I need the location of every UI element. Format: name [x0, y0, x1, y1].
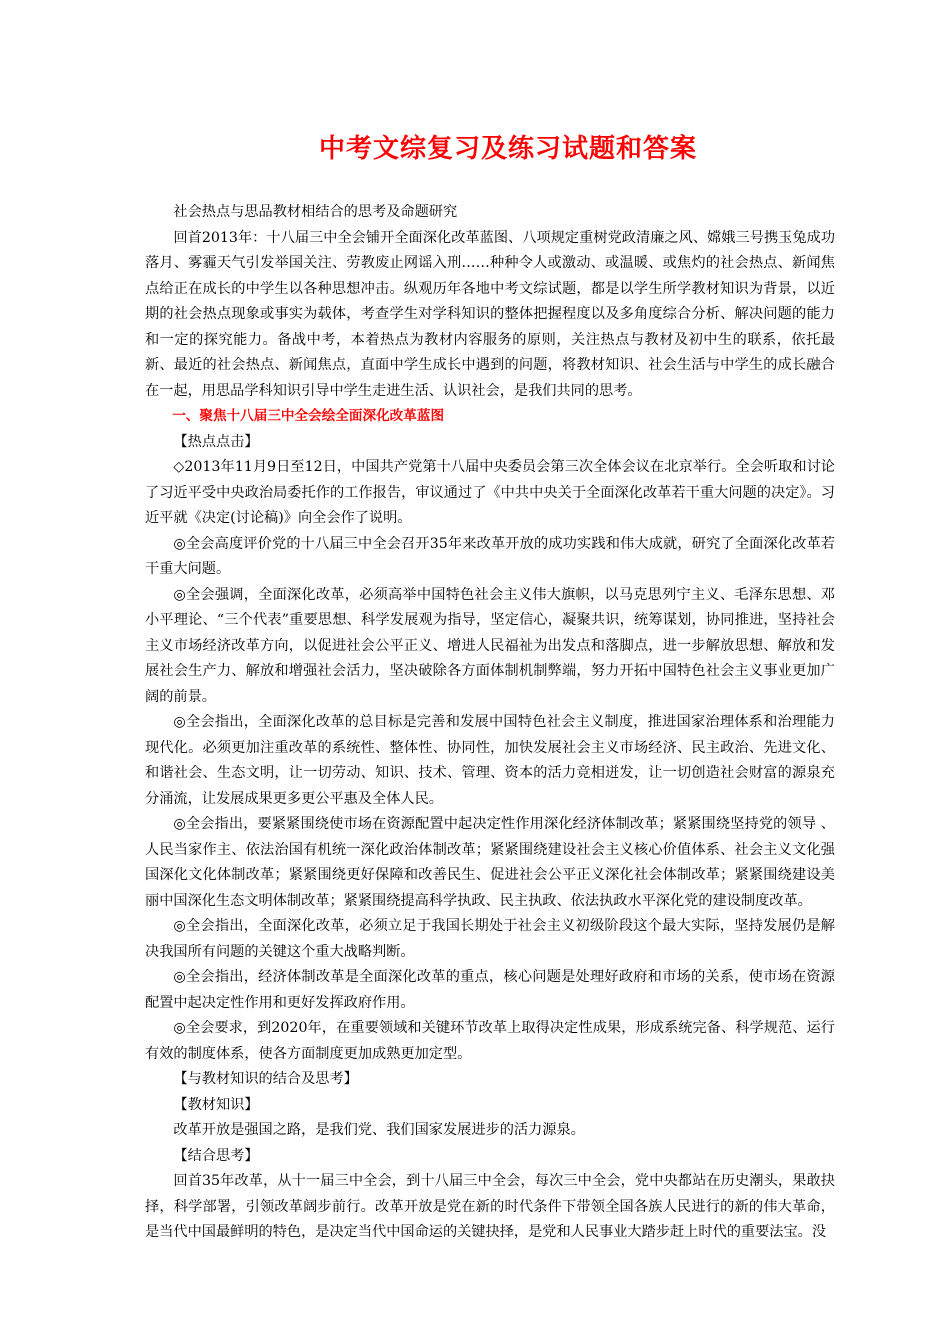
hot-click-paragraph: ◎全会要求，到2020年，在重要领域和关键环节改革上取得决定性成果，形成系统完备、科学规范、运行有效的制度体系，使各方面制度更加成熟更加定型。: [145, 1020, 835, 1062]
hot-click-paragraph: ◎全会强调，全面深化改革，必须高举中国特色社会主义伟大旗帜，以马克思列宁主义、毛泽东思想、邓小平理论、“三个代表”重要思想、科学发展观为指导，坚定信心，凝聚共识，统筹谋划，协同推进，坚持社会主义市场经济改革方向，以促进社会公平正义、增进人民福祉为出发点和落脚点，进一步解放思想、解放和发展社会生产力、解放和增强社会活力，坚决破除各方面体制机制弊端，努力开拓中国特色社会主义事业更加广阔的前景。: [145, 586, 835, 705]
thinking-label: 【结合思考】: [173, 1147, 259, 1164]
intro-paragraph: 回首2013年：十八届三中全会铺开全面深化改革蓝图、八项规定重树党政清廉之风、嫦娥三号携玉兔成功落月、雾霾天气引发举国关注、劳教废止网谣入刑……种种令人或激动、或温暖、或焦灼的社会热点、新闻焦点给正在成长的中学生以各种思想冲击。纵观历年各地中考文综试题，都是以学生所学教材知识为背景，以近期的社会热点现象或事实为载体，考查学生对学科知识的整体把握程度以及多角度综合分析、解决问题的能力和一定的探究能力。备战中考，本着热点为教材内容服务的原则，关注热点与教材及初中生的联系，依托最新、最近的社会热点、新闻焦点，直面中学生成长中遇到的问题，将教材知识、社会生活与中学生的成长融合在一起，用思品学科知识引导中学生走进生活、认识社会，是我们共同的思考。: [145, 229, 836, 399]
combine-label: 【与教材知识的结合及思考】: [173, 1071, 358, 1087]
hot-click-paragraph: ◎全会指出，经济体制改革是全面深化改革的重点，核心问题是处理好政府和市场的关系，使市场在资源配置中起决定性作用和更好发挥政府作用。: [145, 969, 835, 1011]
hot-click-paragraph: ◎全会指出，要紧紧围绕使市场在资源配置中起决定性作用深化经济体制改革；紧紧围绕坚持党的领导 、人民当家作主、依法治国有机统一深化政治体制改革；紧紧围绕建设社会主义核心价值体系、社会主义文化强国深化文化体制改革；紧紧围绕更好保障和改善民生、促进社会公平正义深化社会体制改革；紧紧围绕建设美丽中国深化生态文明体制改革；紧紧围绕提高科学执政、民主执政、依法执政水平深化党的建设制度改革。: [145, 816, 835, 909]
textbook-label: 【教材知识】: [173, 1096, 259, 1113]
hot-click-paragraph: ◎全会指出，全面深化改革，必须立足于我国长期处于社会主义初级阶段这个最大实际，坚持发展仍是解决我国所有问题的关键这个重大战略判断。: [145, 918, 835, 960]
hot-click-paragraph: ◎全会指出，全面深化改革的总目标是完善和发展中国特色社会主义制度，推进国家治理体系和治理能力现代化。必须更加注重改革的系统性、整体性、协同性，加快发展社会主义市场经济、民主政治、先进文化、和谐社会、生态文明，让一切劳动、知识、技术、管理、资本的活力竞相迸发，让一切创造社会财富的源泉充分涌流，让发展成果更多更公平惠及全体人民。: [145, 714, 835, 807]
section-heading: 一、聚焦十八届三中全会绘全面深化改革蓝图: [172, 408, 445, 424]
thinking-text: 回首35年改革，从十一届三中全会，到十八届三中全会，每次三中全会，党中央都站在历史潮头，果敢抉择，科学部署，引领改革阔步前行。改革开放是党在新的时代条件下带领全国各族人民进行的新的伟大革命，是当代中国最鲜明的特色，是决定当代中国命运的关键抉择，是党和人民事业大踏步赶上时代的重要法宝。没: [145, 1173, 835, 1240]
document-title: 中考文综复习及练习试题和答案: [318, 134, 697, 164]
document-body: [145, 200, 835, 1246]
subtitle: 社会热点与思品教材相结合的思考及命题研究: [173, 204, 458, 220]
hot-click-label: 【热点点击】: [173, 433, 259, 450]
hot-click-paragraph: ◎全会高度评价党的十八届三中全会召开35年来改革开放的成功实践和伟大成就，研究了全面深化改革若干重大问题。: [145, 535, 835, 577]
textbook-text: 改革开放是强国之路，是我们党、我们国家发展进步的活力源泉。: [173, 1122, 585, 1138]
hot-click-paragraph: ◇2013年11月9日至12日，中国共产党第十八届中央委员会第三次全体会议在北京举行。全会听取和讨论了习近平受中央政治局委托作的工作报告，审议通过了《中共中央关于全面深化改革若干重大问题的决定》。习近平就《决定(讨论稿)》向全会作了说明。: [145, 459, 835, 526]
